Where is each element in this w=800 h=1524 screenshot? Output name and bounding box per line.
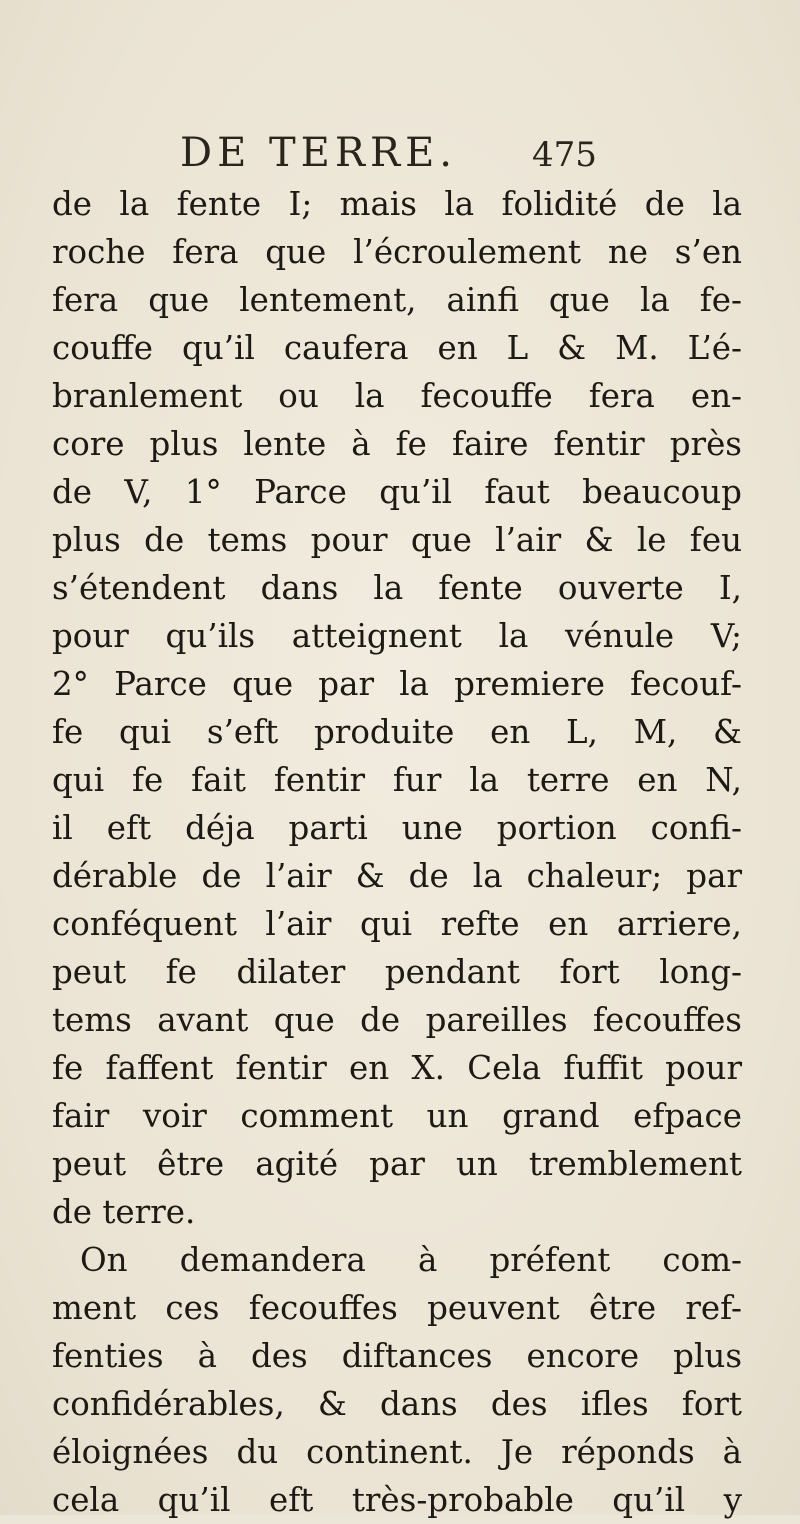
text-line: qui fe fait fentir fur la terre en N, (52, 761, 742, 799)
page-number: 475 (532, 135, 597, 175)
text-line: cela qu’il eft très-probable qu’il y (52, 1481, 742, 1519)
text-line: fenties à des diftances encore plus (52, 1337, 742, 1375)
text-line: tems avant que de pareilles fecouffes (52, 1001, 742, 1039)
text-line: roche fera que l’écroulement ne s’en (52, 233, 742, 271)
text-line: fair voir comment un grand efpace (52, 1097, 742, 1135)
text-line: fe faffent fentir en X. Cela fuffit pour (52, 1049, 742, 1087)
text-line: peut être agité par un tremblement (52, 1145, 742, 1183)
page-header (100, 128, 660, 178)
text-line: dérable de l’air & de la chaleur; par (52, 857, 742, 895)
text-line: On demandera à préfent com- (80, 1241, 742, 1279)
text-line: peut fe dilater pendant fort long- (52, 953, 742, 991)
text-line: de la fente I; mais la folidité de la (52, 185, 742, 223)
body-text (52, 180, 742, 1524)
text-line: core plus lente à fe faire fentir près (52, 425, 742, 463)
running-title: DE TERRE. (180, 130, 458, 176)
text-line: éloignées du continent. Je réponds à (52, 1433, 742, 1471)
text-line: fera que lentement, ainfi que la fe- (52, 281, 742, 319)
text-line: pour qu’ils atteignent la vénule V; (52, 617, 742, 655)
text-line: de terre. (52, 1193, 196, 1231)
text-line: branlement ou la fecouffe fera en- (52, 377, 742, 415)
text-line: s’étendent dans la fente ouverte I, (52, 569, 742, 607)
text-line: de V, 1° Parce qu’il faut beaucoup (52, 473, 742, 511)
text-line: ment ces fecouffes peuvent être ref- (52, 1289, 742, 1327)
text-line: confidérables, & dans des ifles fort (52, 1385, 742, 1423)
text-line: plus de tems pour que l’air & le feu (52, 521, 742, 559)
text-line: 2° Parce que par la premiere fecouf- (52, 665, 742, 703)
text-line: couffe qu’il caufera en L & M. L’é- (52, 329, 742, 367)
text-line: fe qui s’eft produite en L, M, & (52, 713, 742, 751)
text-line: il eft déja parti une portion confi- (52, 809, 742, 847)
text-line: conféquent l’air qui refte en arriere, (52, 905, 742, 943)
